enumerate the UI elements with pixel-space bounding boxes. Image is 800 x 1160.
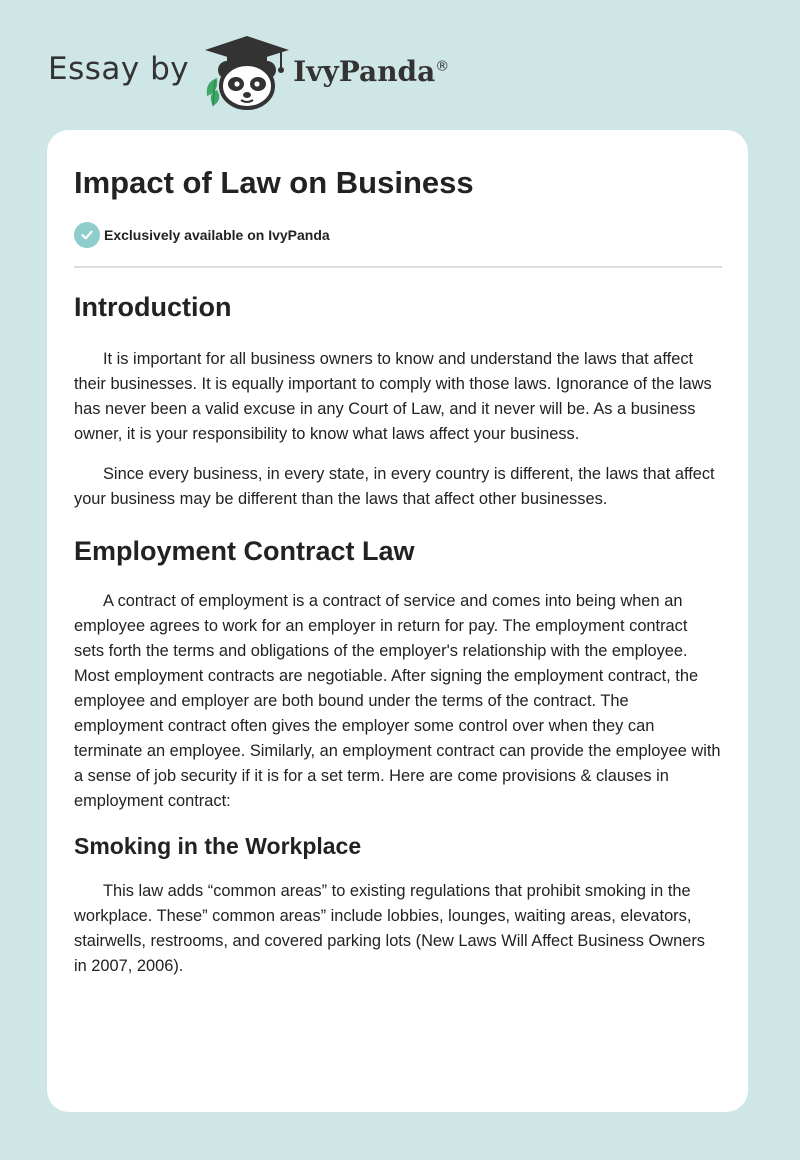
availability-badge [74,221,722,249]
section-heading-introduction: Introduction [74,292,232,322]
essay-card [47,130,748,1112]
paragraph-introduction-1: It is important for all business owners to know and understand the laws that affect their businesses. It is equally important to comply with those laws. Ignorance of the laws has never been a valid excuse in any Court of Law, and it never will be. As a business owner, it is your responsibility to know what laws affect your business. [74,350,712,443]
divider [74,266,722,268]
brand-prefix: Essay by [48,51,190,87]
registered-mark: ® [435,58,450,75]
section-heading-employment-contract-law: Employment Contract Law [74,536,415,566]
site-brand[interactable] [48,34,449,110]
section-heading-smoking-in-the-workplace: Smoking in the Workplace [74,833,362,859]
checkmark-icon [74,222,100,248]
brand-name: IvyPanda® [293,54,450,88]
panda-graduate-logo-icon [203,34,291,110]
paragraph-employment-contract-1: A contract of employment is a contract of service and comes into being when an employee agrees to work for an employer in return for pay. The employment contract sets forth the terms and obligations of the employer's relationship with the employee. Most employment contracts are negotiable. After signing the employment contract, the employee and employer are both bound under the terms of the contract. The employment contract often gives the employer some control over when they can terminate an employee. Similarly, an employment contract can provide the employee with a sense of job security if it is for a set term. Here are come provisions & clauses in employment contract: [74,592,721,810]
document-title: Impact of Law on Business [74,165,474,200]
badge-text: Exclusively available on IvyPanda [104,227,330,243]
paragraph-smoking-1: This law adds “common areas” to existing regulations that prohibit smoking in the workplace. These” common areas” include lobbies, lounges, waiting areas, elevators, stairwells, restrooms, and covered parking lots (New Laws Will Affect Business Owners in 2007, 2006). [74,882,705,975]
paragraph-introduction-2: Since every business, in every state, in every country is different, the laws that affect your business may be different than the laws that affect other businesses. [74,465,715,508]
